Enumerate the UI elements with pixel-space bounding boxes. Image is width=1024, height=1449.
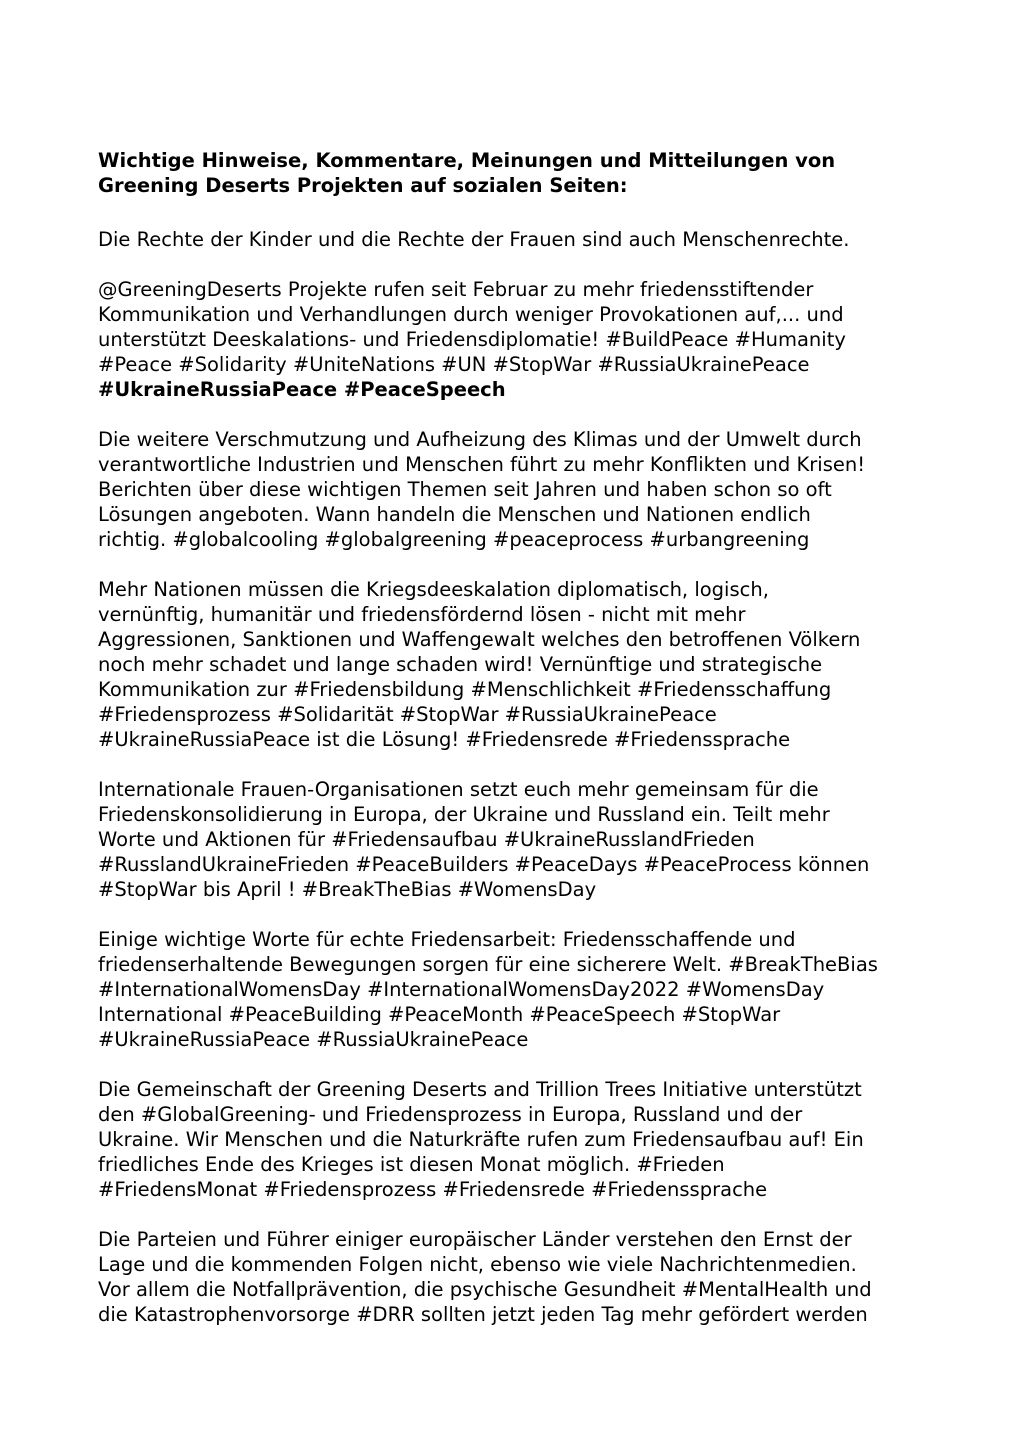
paragraph-peace-communication-text: @GreeningDeserts Projekte rufen seit Februar zu mehr friedensstiftender Kommunikation und Verhandlungen durch weniger Provokationen auf,... und unterstützt Deeskalations- und Friedensdiplomatie! #BuildPeace #Humanity #Peace #Solidarity #UniteNations #UN #StopWar #RussiaUkrainePeace	[98, 278, 846, 376]
paragraph-climate: Die weitere Verschmutzung und Aufheizung des Klimas und der Umwelt durch verantwortliche Industrien und Menschen führt zu mehr Konflikten und Krisen! Berichten über diese wichtigen Themen seit Jahren und haben schon so oft Lösungen angeboten. Wann handeln die Menschen und Nationen endlich richtig. #globalcooling #globalgreening #peaceprocess #urbangreening	[98, 428, 866, 551]
document-page	[98, 148, 938, 1352]
paragraph-greening-community: Die Gemeinschaft der Greening Deserts and Trillion Trees Initiative unterstützt den #GlobalGreening- und Friedensprozess in Europa, Russland und der Ukraine. Wir Menschen und die Naturkräfte rufen zum Friedensaufbau auf! Ein friedliches Ende des Krieges ist diesen Monat möglich. #Frieden #FriedensMonat #Friedensprozess #Friedensrede #Friedenssprache	[98, 1078, 864, 1201]
paragraph-peace-work: Einige wichtige Worte für echte Friedensarbeit: Friedensschaffende und friedenserhaltende Bewegungen sorgen für eine sicherere Welt. #BreakTheBias #InternationalWomensDay #InternationalWomensDay2022 #WomensDay International #PeaceBuilding #PeaceMonth #PeaceSpeech #StopWar #UkraineRussiaPeace #RussiaUkrainePeace	[98, 928, 878, 1051]
paragraph-de-escalation: Mehr Nationen müssen die Kriegsdeeskalation diplomatisch, logisch, vernünftig, humanitär und friedensfördernd lösen - nicht mit mehr Aggressionen, Sanktionen und Waffengewalt welches den betroffenen Völkern noch mehr schadet und lange schaden wird! Vernünftige und strategische Kommunikation zur #Friedensbildung #Menschlichkeit #Friedensschaffung #Friedensprozess #Solidarität #StopWar #RussiaUkrainePeace #UkraineRussiaPeace ist die Lösung! #Friedensrede #Friedenssprache	[98, 578, 861, 751]
document-heading: Wichtige Hinweise, Kommentare, Meinungen und Mitteilungen von Greening Deserts Projekten auf sozialen Seiten:	[98, 149, 836, 197]
paragraph-european-parties: Die Parteien und Führer einiger europäischer Länder verstehen den Ernst der Lage und die kommenden Folgen nicht, ebenso wie viele Nachrichtenmedien. Vor allem die Notfallprävention, die psychische Gesundheit #MentalHealth und die Katastrophenvorsorge #DRR sollten jetzt jeden Tag mehr gefördert werden	[98, 1228, 872, 1326]
paragraph-womens-organisations: Internationale Frauen-Organisationen setzt euch mehr gemeinsam für die Friedenskonsolidierung in Europa, der Ukraine und Russland ein. Teilt mehr Worte und Aktionen für #Friedensaufbau #UkraineRusslandFrieden #RusslandUkraineFrieden #PeaceBuilders #PeaceDays #PeaceProcess können #StopWar bis April ! #BreakTheBias #WomensDay	[98, 778, 870, 901]
paragraph-human-rights: Die Rechte der Kinder und die Rechte der Frauen sind auch Menschenrechte.	[98, 228, 850, 251]
paragraph-peace-communication-bold-hashtags: #UkraineRussiaPeace #PeaceSpeech	[98, 378, 506, 401]
paragraph-peace-communication	[98, 277, 938, 402]
